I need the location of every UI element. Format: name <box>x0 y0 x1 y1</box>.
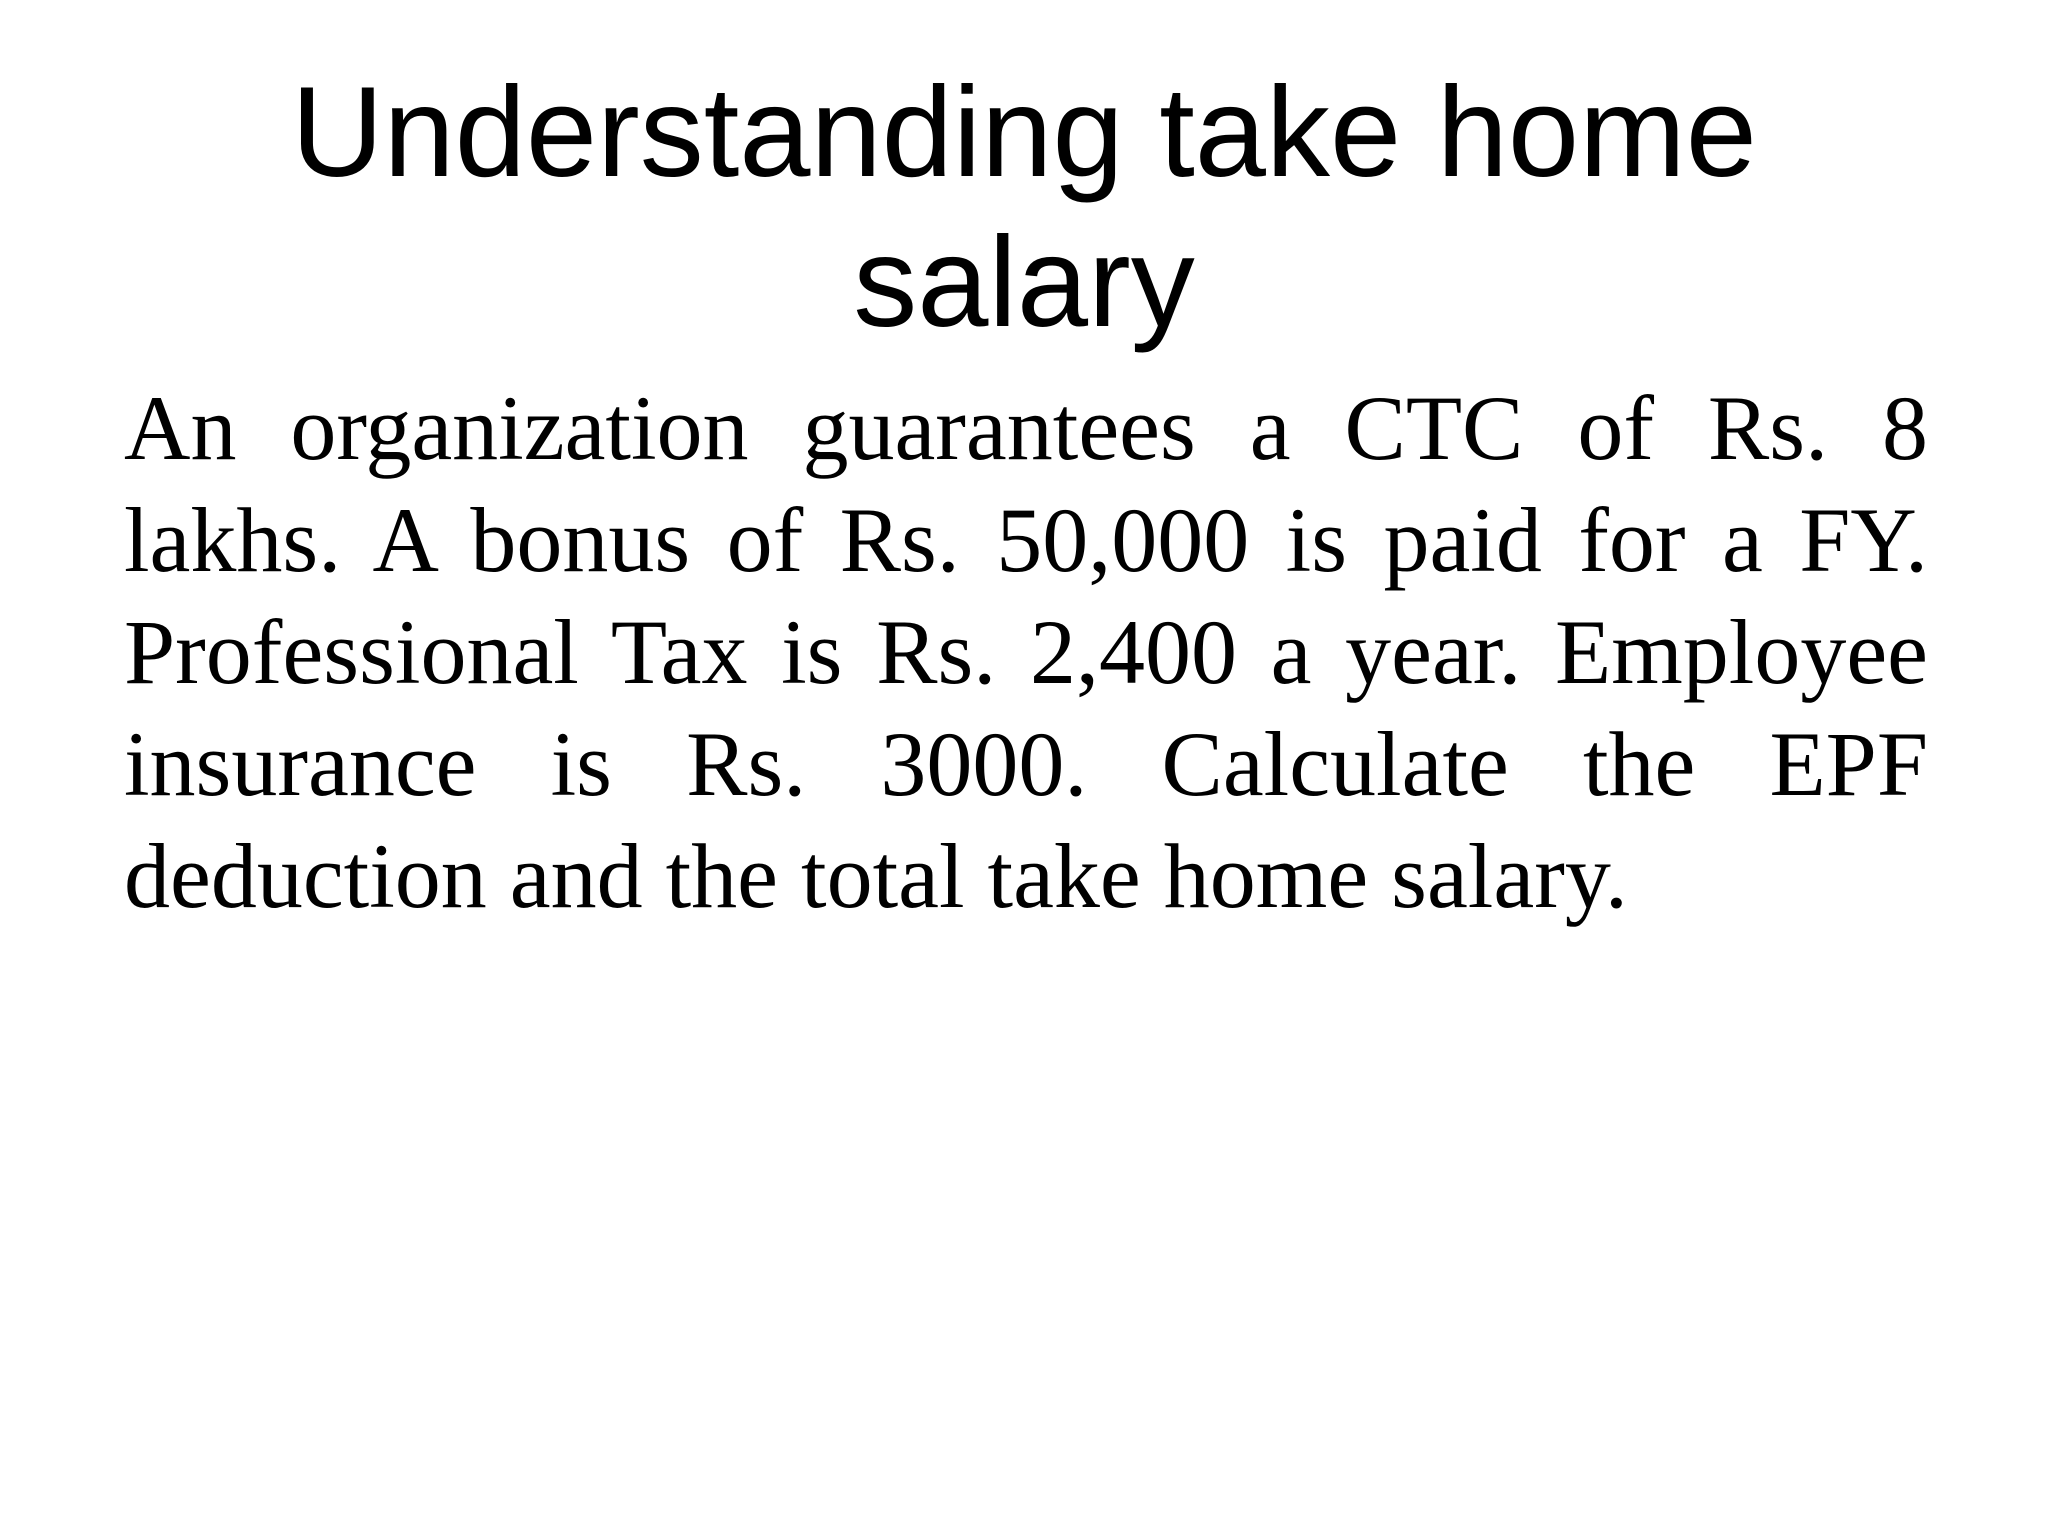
slide-body-text: An organization guarantees a CTC of Rs. 8 lakhs. A bonus of Rs. 50,000 is paid for a FY. Professional Tax is Rs. 2,400 a year. Employee insurance is Rs. 3000. Calculate the EPF deduction and the total take home salary. <box>124 377 1928 927</box>
slide-title: Understanding take home salary <box>291 61 1757 354</box>
